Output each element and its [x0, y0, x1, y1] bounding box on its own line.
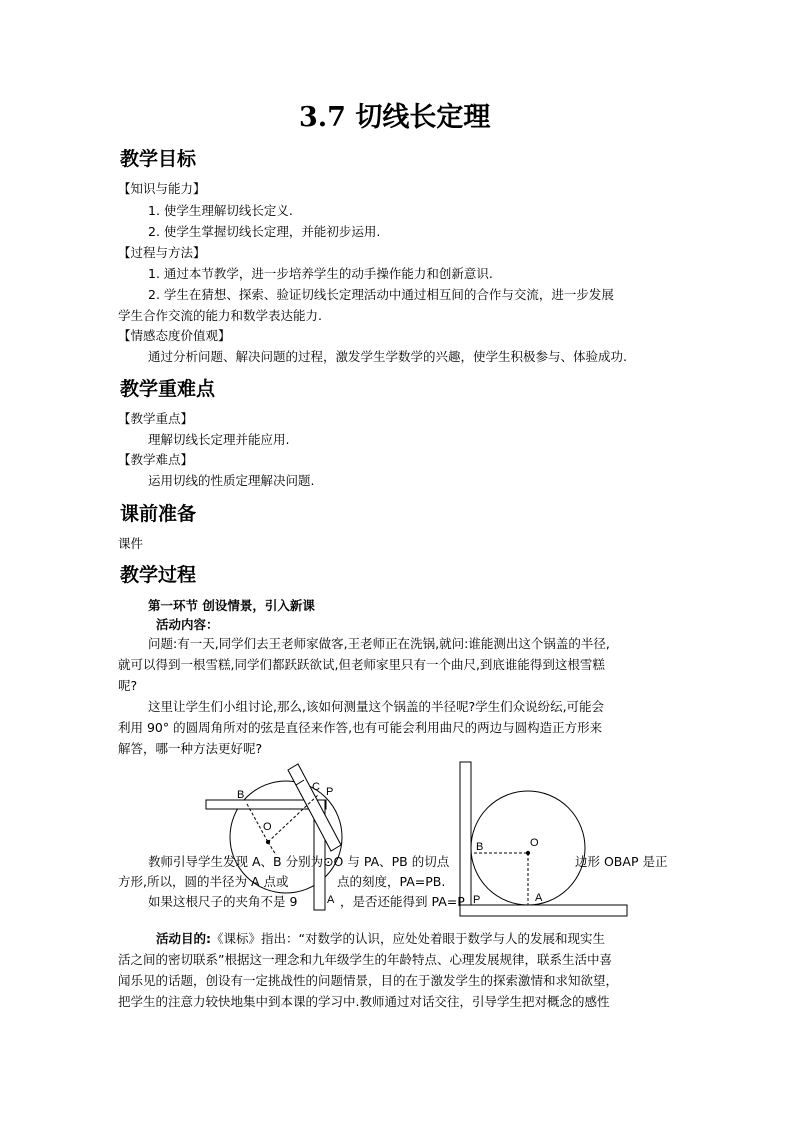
para3-line1-b: 边形 OBAP 是正 [575, 854, 668, 869]
section-heading-prep: 课前准备 [120, 503, 197, 525]
emotion-text: 通过分析问题、解决问题的过程，激发学生学数学的兴趣，使学生积极参与、体验成功. [148, 349, 627, 364]
figure2-circle [471, 791, 585, 905]
para1-line2: 就可以得到一根雪糕,同学们都跃跃欲试,但老师家里只有一个曲尺,到底谁能得到这根雪糕 [118, 657, 605, 672]
difficulty-text: 运用切线的性质定理解决问题. [148, 473, 315, 488]
focus-label: 【教学重点】 [118, 411, 194, 426]
figure2-ruler-vertical [460, 762, 471, 916]
page-title: 3.7 切线长定理 [299, 102, 491, 133]
step1-title: 第一环节 创设情景，引入新课 [148, 598, 315, 613]
prep-text: 课件 [118, 536, 144, 551]
figure1-center-dot [266, 840, 269, 843]
process-item-1: 1. 通过本节教学，进一步培养学生的动手操作能力和创新意识. [148, 266, 493, 281]
purpose-line3: 闻乐见的话题，创设有一定挑战性的问题情景，目的在于激发学生的探索激情和求知欲望， [118, 973, 619, 988]
para3-line2-b: 点的刻度，PA=PB. [337, 874, 446, 889]
figure1-label-p: P [326, 786, 334, 798]
figure2-label-a: A [535, 892, 543, 904]
section-heading-key-points: 教学重难点 [120, 378, 216, 400]
section-heading-goals: 教学目标 [120, 148, 197, 170]
para3-line1-a: 教师引导学生发现 A、B 分别为⊙O 与 PA、PB 的切点 [148, 854, 450, 869]
purpose-line2: 活之间的密切联系”根据这一理念和九年级学生的年龄特点、心理发展规律，联系生活中喜 [118, 952, 612, 967]
process-item-2: 2. 学生在猜想、探索、验证切线长定理活动中通过相互间的合作与交流，进一步发展 [148, 287, 614, 302]
difficulty-label: 【教学难点】 [118, 452, 194, 467]
knowledge-item-1: 1. 使学生理解切线长定义. [148, 203, 293, 218]
purpose-line1-text: 《课标》指出：“对数学的认识，应处处着眼于数学与人的发展和现实生 [211, 931, 605, 946]
para1-line1: 问题:有一天,同学们去王老师家做客,王老师正在洗锅,就问:谁能测出这个锅盖的半径, [148, 636, 610, 651]
figure1-label-o: O [263, 821, 272, 833]
emotion-label: 【情感态度价值观】 [118, 328, 231, 343]
process-label: 【过程与方法】 [118, 245, 206, 260]
figure1-label-a: A [327, 894, 335, 906]
para4-b: ，是否还能得到 PA=P [340, 894, 465, 909]
section-heading-process: 教学过程 [120, 564, 197, 586]
purpose-label: 活动目的: [156, 931, 211, 946]
para1-line3: 呢? [118, 678, 138, 693]
figure2-label-o: O [530, 837, 539, 849]
process-item-2-cont: 学生合作交流的能力和数学表达能力. [118, 308, 322, 323]
figure2-labels [473, 837, 543, 906]
figure2-label-p: P [473, 894, 481, 906]
figure1-label-c: C [312, 781, 320, 793]
para3-line2-a: 方形,所以，圆的半径为 A 点或 [118, 874, 289, 889]
activity-label: 活动内容： [156, 617, 219, 632]
figure2-right-angle-ruler [460, 762, 627, 916]
focus-text: 理解切线长定理并能应用. [148, 432, 290, 447]
purpose-line1 [156, 933, 605, 946]
figure1-label-b: B [237, 789, 245, 801]
para2-line1: 这里让学生们小组讨论,那么,该如何测量这个锅盖的半径呢?学生们众说纷纭,可能会 [148, 699, 605, 714]
para2-line3: 解答，哪一种方法更好呢? [118, 741, 263, 756]
figure2-ruler-horizontal [460, 905, 627, 916]
knowledge-item-2: 2. 使学生掌握切线长定理，并能初步运用. [148, 224, 381, 239]
para4-a: 如果这根尺子的夹角不是 9 [148, 894, 298, 909]
knowledge-label: 【知识与能力】 [118, 181, 206, 196]
figure2-label-b: B [476, 841, 484, 853]
para2-line2: 利用 90° 的圆周角所对的弦是直径来作答,也有可能会利用曲尺的两边与圆构造正方形来 [118, 720, 603, 735]
purpose-line4: 把学生的注意力较快地集中到本课的学习中.教师通过对话交往，引导学生把对概念的感性 [118, 994, 610, 1009]
figure2-center-dot [526, 851, 529, 854]
